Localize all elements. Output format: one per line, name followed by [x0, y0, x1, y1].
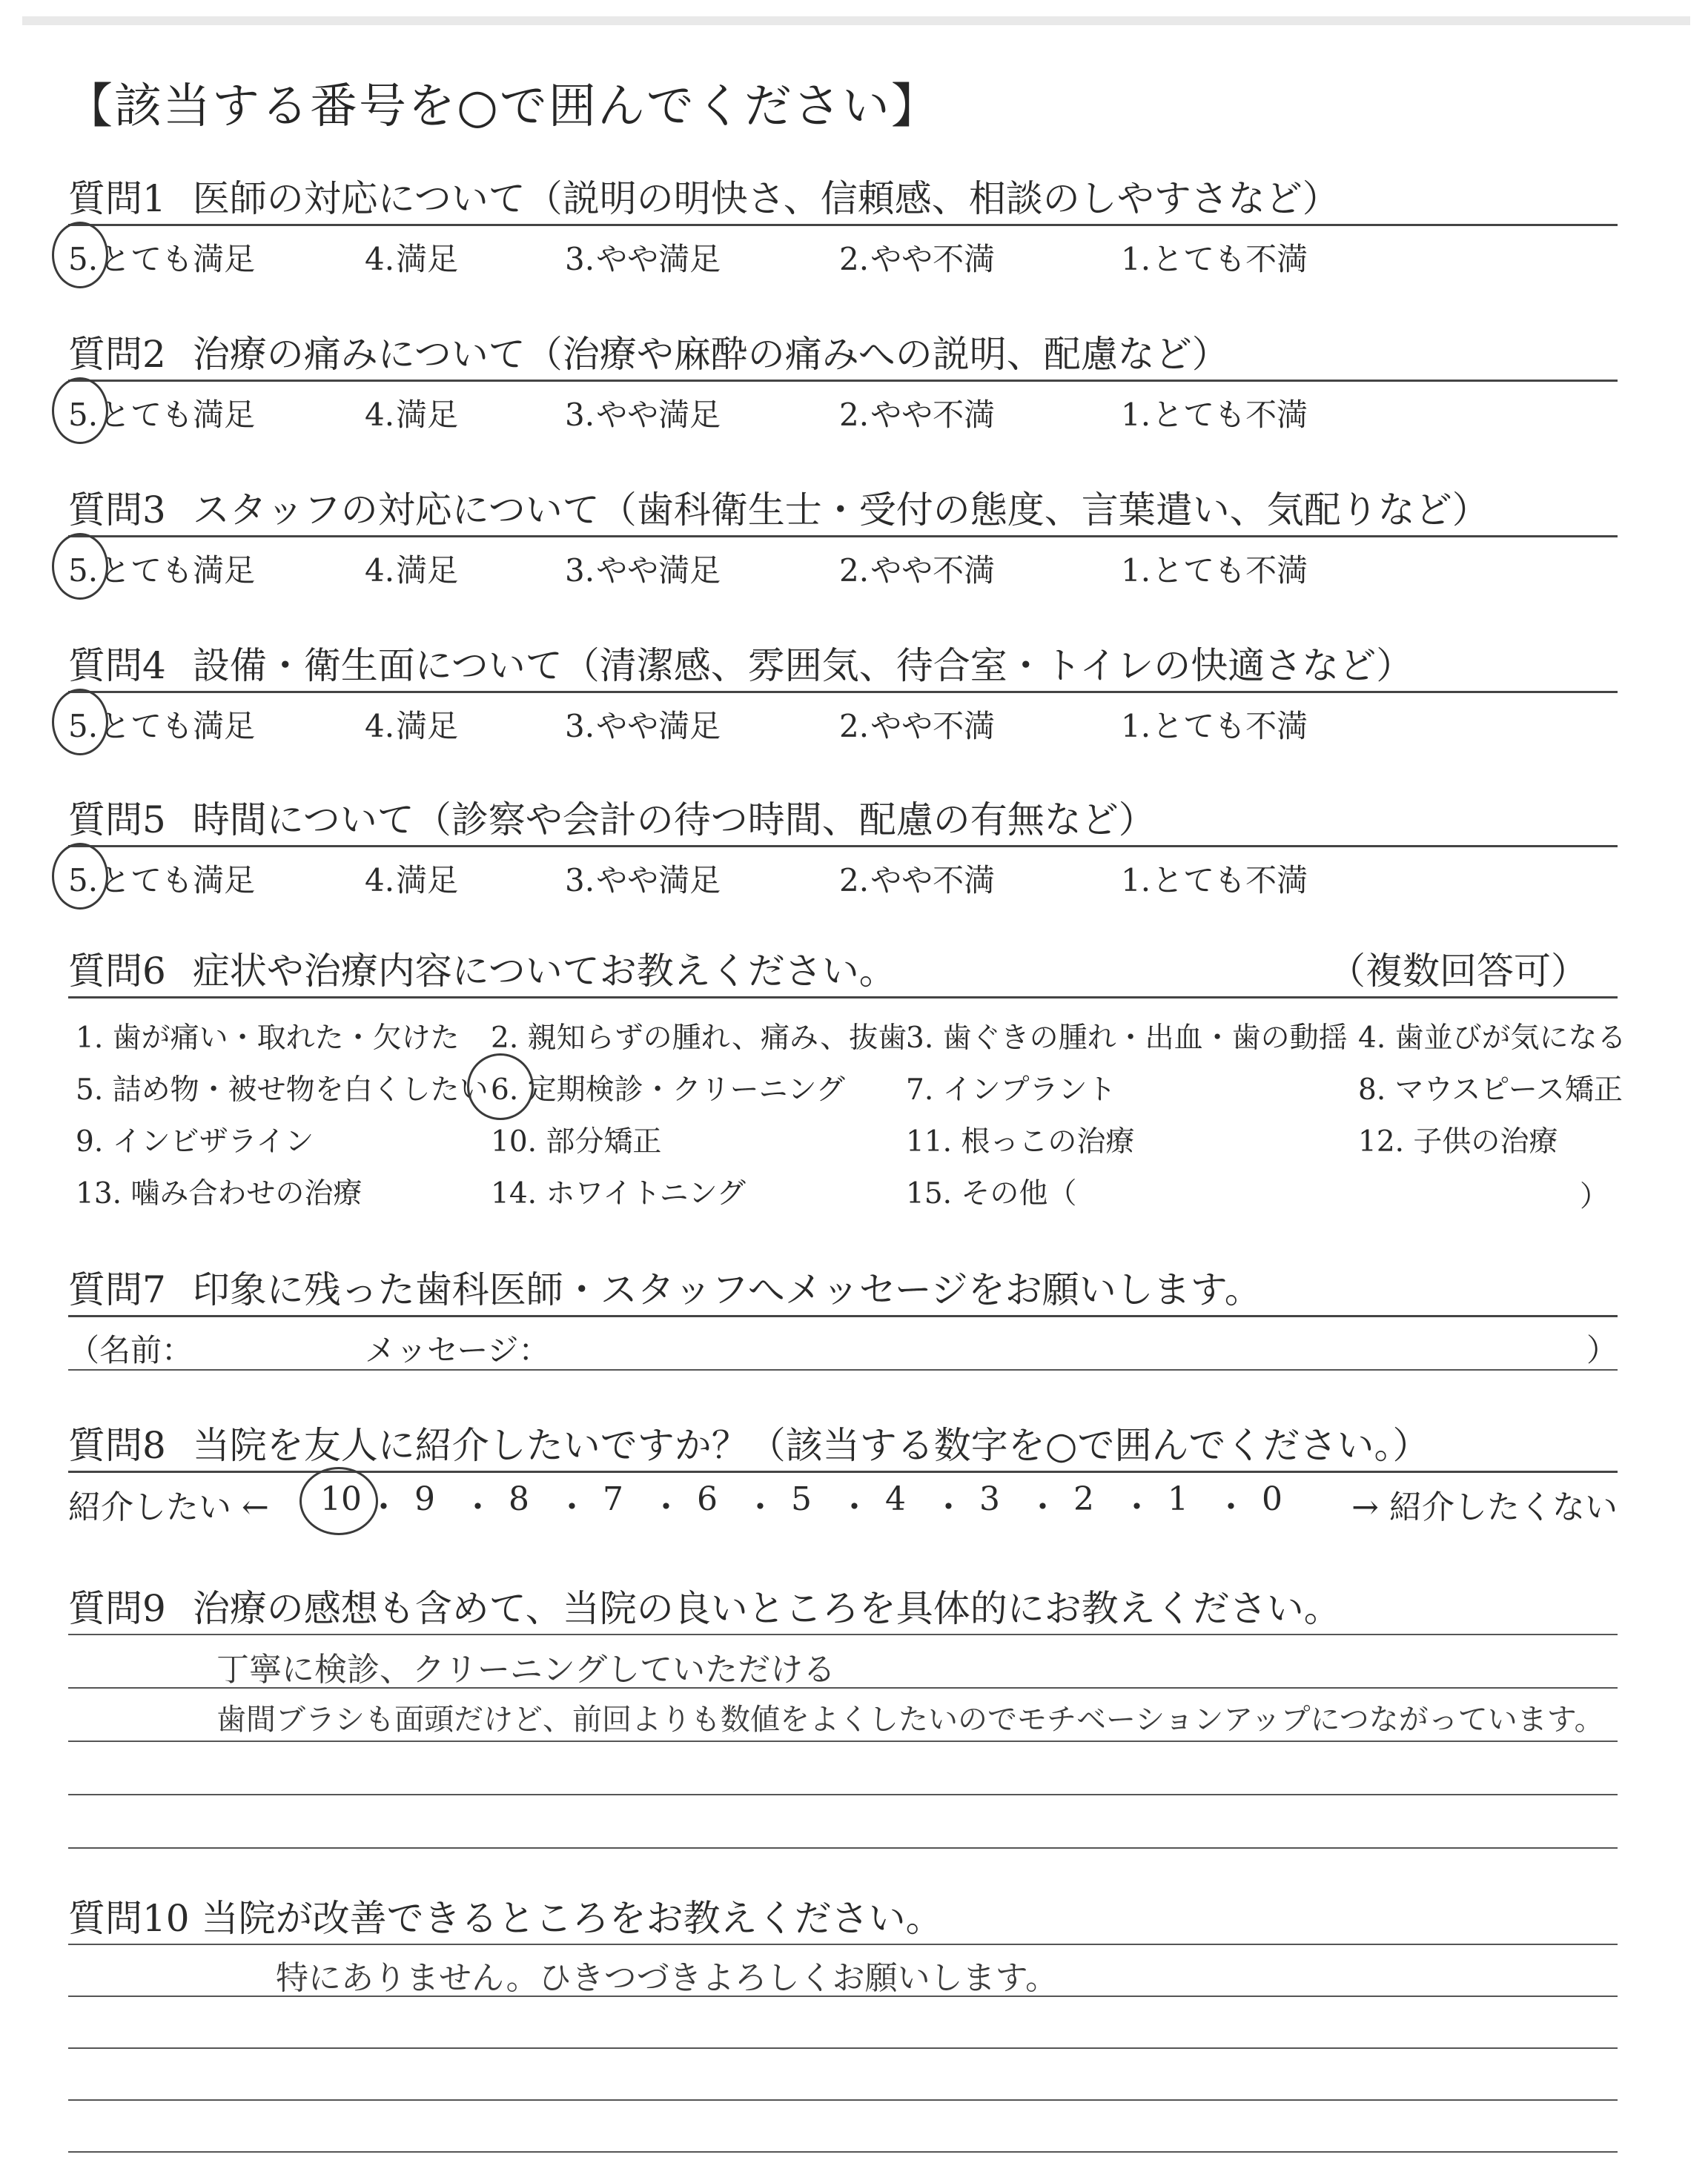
selection-circle [52, 533, 108, 600]
option-label: やや不満 [870, 241, 996, 277]
option-label: とても満足 [99, 552, 256, 589]
option-number: 1. [1121, 708, 1151, 744]
option-number: 1. [1121, 241, 1151, 277]
option-number: 2. [839, 708, 870, 744]
symptom-options [68, 998, 1626, 1221]
name-label: （名前： [68, 1332, 193, 1368]
option-number: 4. [365, 862, 395, 898]
symptom-option[interactable]: 4. 歯並びが気になる [1358, 1021, 1626, 1055]
rating-option[interactable] [365, 702, 458, 746]
option-number: 2. [839, 397, 870, 433]
scale-right-label: → 紹介したくない [1351, 1488, 1618, 1526]
selection-circle [52, 689, 108, 755]
option-number: 2. [839, 241, 870, 277]
rating-options [68, 693, 1618, 745]
option-number: 4. [365, 241, 395, 277]
question-1 [68, 169, 1618, 278]
symptom-option[interactable]: 10. 部分矯正 [491, 1125, 662, 1159]
question-text: 治療の感想も含めて、当院の良いところを具体的にお教えください。 [192, 1587, 1341, 1630]
option-number: 2. [839, 552, 870, 589]
symptom-option[interactable]: 15. その他（ [906, 1177, 1077, 1210]
rating-option[interactable] [1121, 702, 1308, 746]
option-label: 満足 [396, 241, 459, 277]
scale-separator: ・ [1026, 1488, 1059, 1526]
rating-option[interactable] [565, 702, 721, 746]
answer-line [68, 1794, 1618, 1795]
option-number: 5. [68, 241, 99, 277]
scale-separator: ・ [649, 1488, 683, 1526]
option-label: やや不満 [870, 397, 996, 433]
scan-edge [22, 16, 1690, 25]
option-number: 4. [365, 552, 395, 589]
rating-option[interactable] [365, 235, 458, 279]
question-text: 治療の痛みについて（治療や麻酔の痛みへの説明、配慮など） [192, 333, 1229, 376]
rating-option[interactable] [1121, 391, 1308, 435]
option-number: 3. [565, 552, 595, 589]
option-number: 1. [1121, 397, 1151, 433]
question-number: 質問5 [68, 798, 166, 841]
scale-separator: ・ [1120, 1488, 1153, 1526]
scale-value[interactable]: 0 [1262, 1480, 1282, 1518]
rating-option[interactable] [839, 702, 995, 746]
question-4 [68, 636, 1618, 745]
scale-value[interactable]: 5 [791, 1480, 812, 1518]
divider [68, 1369, 1618, 1371]
option-label: とても不満 [1152, 397, 1308, 433]
handwritten-answer-line: 歯間ブラシも面頭だけど、前回よりも数値をよくしたいのでモチベーションアップにつながっています。 [216, 1703, 1604, 1737]
recommend-scale [68, 1473, 1618, 1532]
option-number: 5. [68, 552, 99, 589]
option-label: やや不満 [870, 552, 996, 589]
option-label: とても不満 [1152, 862, 1308, 898]
rating-options [68, 226, 1618, 278]
rating-option[interactable] [839, 546, 995, 591]
question-text: 当院を友人に紹介したいですか？（該当する数字を○で囲んでください。） [192, 1424, 1430, 1467]
question-text: 時間について（診察や会計の待つ時間、配慮の有無など） [192, 798, 1156, 841]
option-label: 満足 [396, 552, 459, 589]
question-number: 質問1 [68, 177, 166, 220]
option-number: 5. [68, 862, 99, 898]
scale-left-label: 紹介したい ← [68, 1488, 269, 1526]
handwritten-answer-line: 丁寧に検診、クリーニングしていただける [216, 1651, 836, 1689]
scale-separator: ・ [461, 1488, 494, 1526]
selection-circle [52, 843, 108, 910]
question-number: 質問9 [68, 1587, 166, 1630]
rating-option[interactable] [565, 391, 721, 435]
answer-line [68, 1847, 1618, 1849]
option-label: やや満足 [596, 552, 721, 589]
question-9 [68, 1579, 1618, 1886]
rating-option[interactable] [1121, 856, 1308, 901]
option-label: とても満足 [99, 862, 256, 898]
option-label: やや不満 [870, 862, 996, 898]
selection-circle [52, 377, 108, 444]
option-label: 満足 [396, 862, 459, 898]
option-number: 3. [565, 241, 595, 277]
selection-circle [52, 222, 108, 288]
option-number: 5. [68, 397, 99, 433]
symptom-option[interactable]: 12. 子供の治療 [1358, 1125, 1558, 1159]
question-10 [68, 1889, 1618, 2166]
option-label: とても不満 [1152, 552, 1308, 589]
symptom-option[interactable]: 6. 定期検診・クリーニング [491, 1073, 845, 1107]
scale-value[interactable]: 3 [979, 1480, 1000, 1518]
option-number: 3. [565, 397, 595, 433]
question-text: スタッフの対応について（歯科衛生士・受付の態度、言葉遣い、気配りなど） [192, 488, 1489, 531]
close-paren: ） [1586, 1332, 1618, 1368]
scale-value[interactable]: 8 [509, 1480, 529, 1518]
symptom-option[interactable]: 1. 歯が痛い・取れた・欠けた [76, 1021, 460, 1055]
symptom-option[interactable]: 8. マウスピース矯正 [1358, 1073, 1623, 1107]
scale-value[interactable]: 10 [320, 1480, 362, 1518]
question-text: 印象に残った歯科医師・スタッフへメッセージをお願いします。 [192, 1268, 1262, 1311]
question-3 [68, 480, 1618, 589]
rating-options [68, 537, 1618, 589]
rating-option[interactable] [1121, 546, 1308, 591]
option-label: とても満足 [99, 241, 256, 277]
answer-line [68, 1741, 1618, 1742]
option-number: 1. [1121, 552, 1151, 589]
selection-circle [299, 1467, 378, 1535]
rating-options [68, 847, 1618, 899]
rating-option[interactable] [365, 856, 458, 901]
question-text: 設備・衛生面について（清潔感、雰囲気、待合室・トイレの快適さなど） [192, 644, 1414, 687]
question-8 [68, 1416, 1618, 1532]
question-text: 症状や治療内容についてお教えください。 [192, 950, 896, 993]
close-paren: ） [1579, 1180, 1609, 1213]
option-label: やや満足 [596, 397, 721, 433]
rating-option[interactable] [565, 856, 721, 901]
scale-separator: ・ [838, 1488, 871, 1526]
option-number: 5. [68, 708, 99, 744]
question-7 [68, 1260, 1618, 1371]
rating-option[interactable] [839, 856, 995, 901]
scale-separator: ・ [1214, 1488, 1248, 1526]
rating-option[interactable] [839, 235, 995, 279]
question-number: 質問3 [68, 488, 166, 531]
rating-option[interactable] [565, 546, 721, 591]
answer-line [68, 2151, 1618, 2153]
question-text: 当院が改善できるところをお教えください。 [201, 1897, 943, 1940]
symptom-option[interactable]: 7. インプラント [906, 1073, 1116, 1107]
option-label: とても満足 [99, 708, 256, 744]
question-number: 質問8 [68, 1424, 166, 1467]
question-5 [68, 790, 1618, 899]
rating-option[interactable] [839, 391, 995, 435]
handwritten-answer-line: 特にありません。ひきつづきよろしくお願いします。 [276, 1959, 1059, 1997]
question-number: 質問4 [68, 644, 166, 687]
scale-separator: ・ [367, 1488, 400, 1526]
rating-options [68, 382, 1618, 434]
rating-option[interactable] [365, 391, 458, 435]
selection-circle [467, 1053, 534, 1120]
question-number: 質問2 [68, 333, 166, 376]
scale-separator: ・ [555, 1488, 589, 1526]
option-number: 1. [1121, 862, 1151, 898]
symptom-option[interactable]: 5. 詰め物・被せ物を白くしたい [76, 1073, 489, 1107]
option-label: 満足 [396, 708, 459, 744]
scale-value[interactable]: 7 [603, 1480, 623, 1518]
question-number: 質問10 [68, 1897, 190, 1940]
answer-area [68, 1634, 1618, 1886]
answer-line [68, 2099, 1618, 2101]
option-label: 満足 [396, 397, 459, 433]
option-label: やや満足 [596, 241, 721, 277]
scale-separator: ・ [744, 1488, 777, 1526]
scale-value[interactable]: 4 [885, 1480, 906, 1518]
option-number: 4. [365, 397, 395, 433]
option-number: 3. [565, 708, 595, 744]
option-number: 3. [565, 862, 595, 898]
option-label: とても満足 [99, 397, 256, 433]
question-text: 医師の対応について（説明の明快さ、信頼感、相談のしやすさなど） [192, 177, 1340, 220]
option-label: とても不満 [1152, 241, 1308, 277]
symptom-option[interactable]: 13. 噛み合わせの治療 [76, 1177, 363, 1210]
answer-line [68, 1634, 1618, 1635]
option-number: 4. [365, 708, 395, 744]
option-label: やや満足 [596, 862, 721, 898]
symptom-option[interactable]: 2. 親知らずの腫れ、痛み、抜歯 [491, 1021, 907, 1055]
answer-line [68, 2047, 1618, 2049]
message-label: メッセージ： [365, 1332, 550, 1368]
option-label: やや不満 [870, 708, 996, 744]
scale-separator: ・ [932, 1488, 965, 1526]
answer-area [68, 1944, 1618, 2166]
scale-value[interactable]: 6 [697, 1480, 718, 1518]
rating-option[interactable] [365, 546, 458, 591]
question-number: 質問6 [68, 950, 166, 993]
symptom-option[interactable]: 11. 根っこの治療 [906, 1125, 1135, 1159]
symptom-option[interactable]: 3. 歯ぐきの腫れ・出血・歯の動揺 [906, 1021, 1348, 1055]
scale-value[interactable]: 9 [414, 1480, 435, 1518]
option-number: 2. [839, 862, 870, 898]
answer-line [68, 1944, 1618, 1945]
rating-option[interactable] [1121, 235, 1308, 279]
rating-option[interactable] [565, 235, 721, 279]
question-2 [68, 325, 1618, 434]
option-label: やや満足 [596, 708, 721, 744]
question-number: 質問7 [68, 1268, 166, 1311]
scale-value[interactable]: 2 [1073, 1480, 1094, 1518]
form-header: 【該当する番号を○で囲んでください】 [65, 79, 940, 134]
symptom-option[interactable]: 9. インビザライン [76, 1125, 314, 1159]
option-label: とても不満 [1152, 708, 1308, 744]
scale-value[interactable]: 1 [1168, 1480, 1188, 1518]
symptom-option[interactable]: 14. ホワイトニング [491, 1177, 746, 1210]
multiple-answers-note: （複数回答可） [1328, 950, 1588, 993]
question-6 [68, 941, 1626, 1221]
